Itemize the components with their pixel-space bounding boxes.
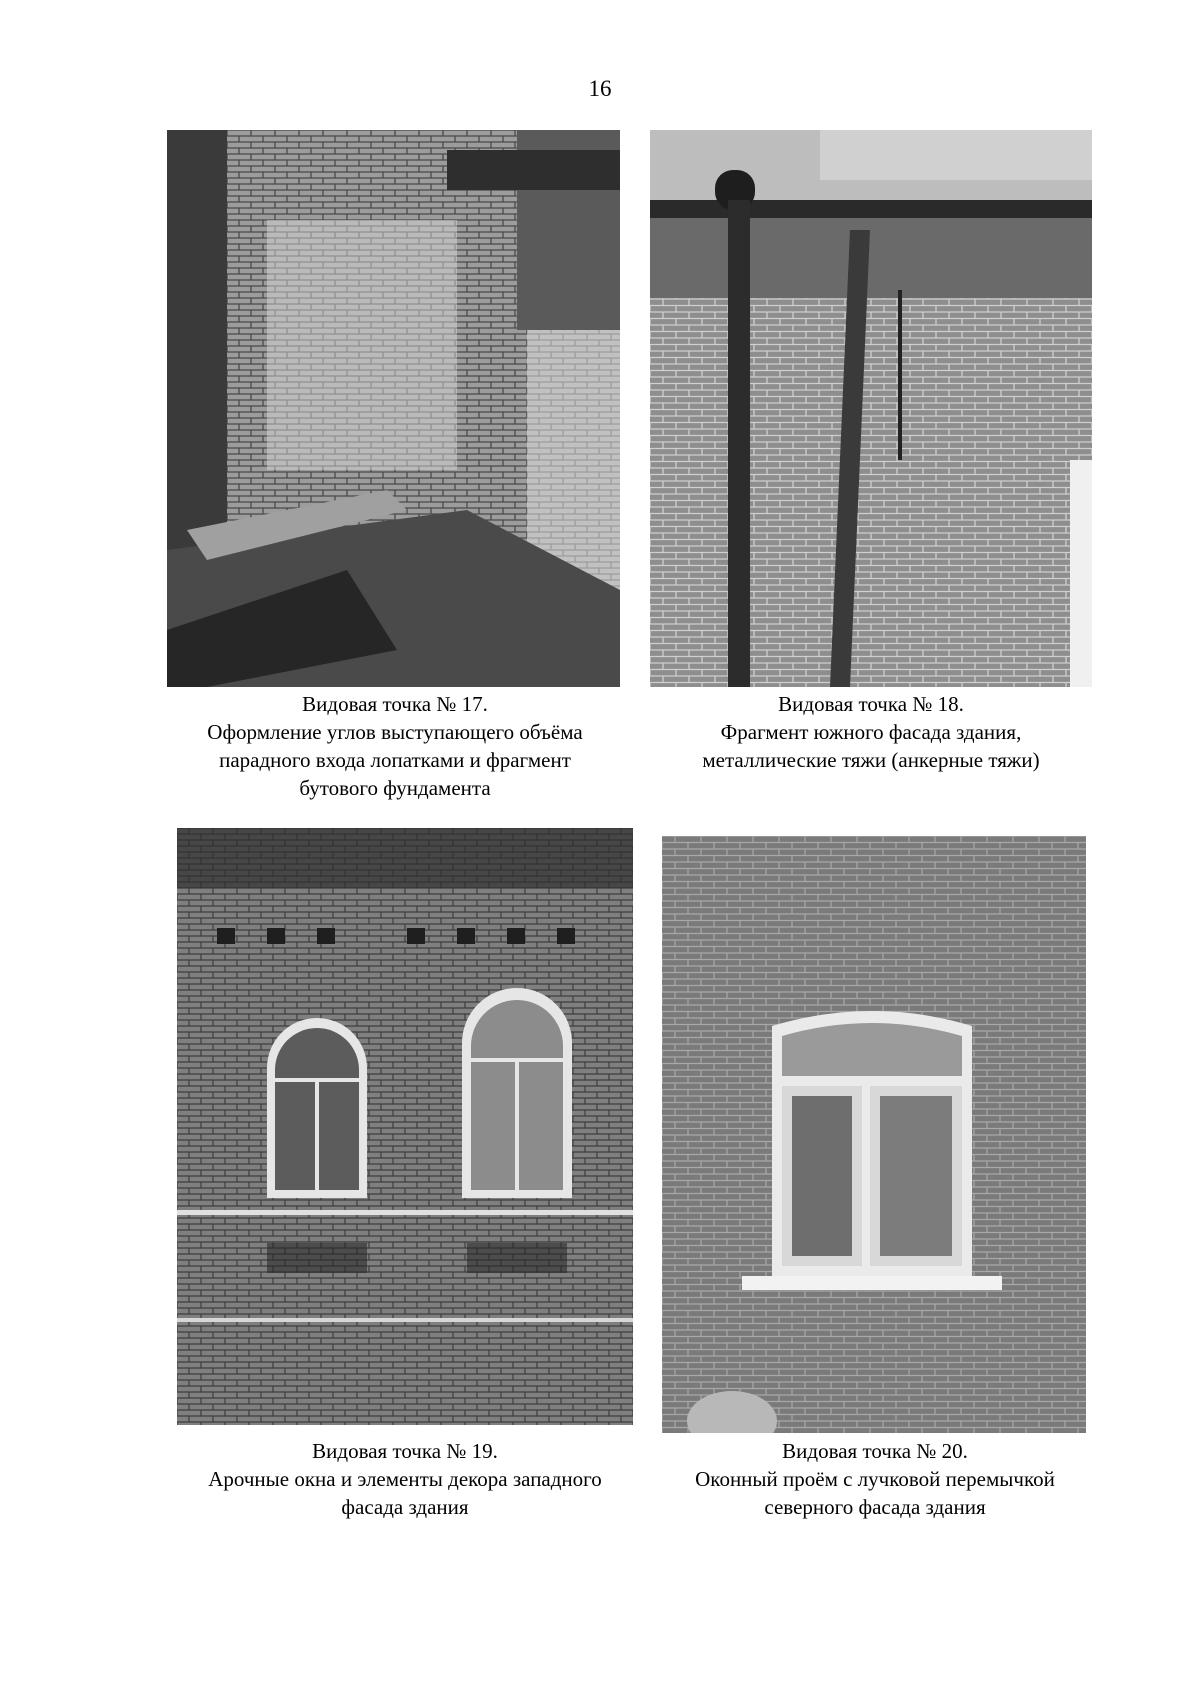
photo-entrance-corner-pilasters xyxy=(167,130,620,687)
caption-title: Видовая точка № 18. xyxy=(778,692,964,716)
caption-line: металлические тяжи (анкерные тяжи) xyxy=(702,748,1040,772)
caption-viewpoint-17 xyxy=(150,690,640,802)
photo-west-facade-arched-windows xyxy=(177,828,633,1425)
caption-line: фасада здания xyxy=(341,1495,469,1519)
caption-line: северного фасада здания xyxy=(764,1495,986,1519)
caption-title: Видовая точка № 19. xyxy=(312,1439,498,1463)
caption-viewpoint-18 xyxy=(640,690,1102,774)
caption-line: парадного входа лопатками и фрагмент xyxy=(219,748,571,772)
caption-viewpoint-20 xyxy=(640,1437,1110,1521)
caption-viewpoint-19 xyxy=(150,1437,660,1521)
caption-line: Оформление углов выступающего объёма xyxy=(207,720,583,744)
caption-line: бутового фундамента xyxy=(299,776,491,800)
caption-title: Видовая точка № 20. xyxy=(782,1439,968,1463)
photo-south-facade-anchor-ties xyxy=(650,130,1092,687)
caption-line: Оконный проём с лучковой перемычкой xyxy=(695,1467,1055,1491)
caption-line: Фрагмент южного фасада здания, xyxy=(720,720,1022,744)
caption-title: Видовая точка № 17. xyxy=(302,692,488,716)
page-number: 16 xyxy=(588,76,612,101)
caption-line: Арочные окна и элементы декора западного xyxy=(208,1467,602,1491)
photo-north-facade-segmental-window xyxy=(662,836,1086,1433)
